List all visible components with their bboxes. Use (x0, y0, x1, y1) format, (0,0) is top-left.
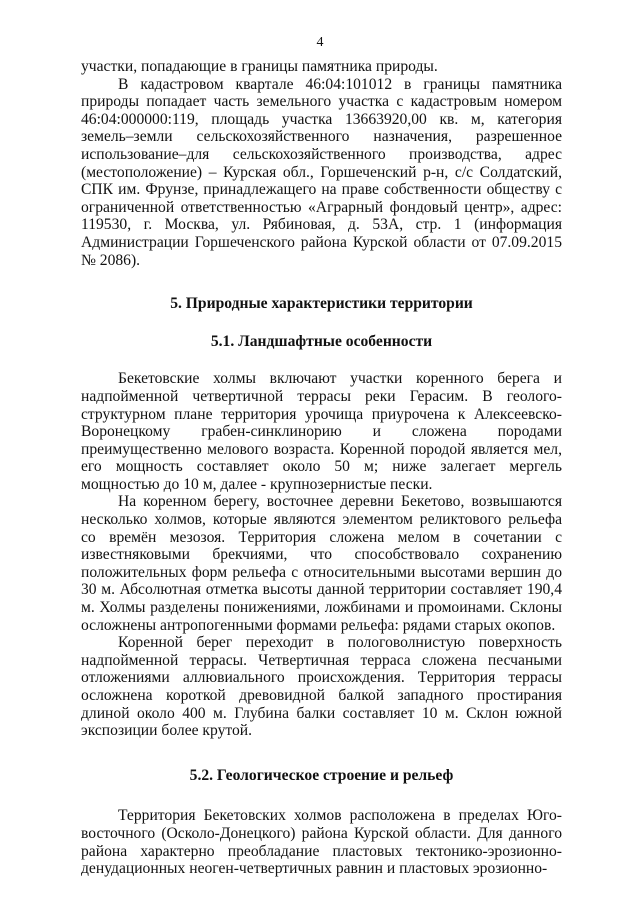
paragraph-landscape-1: Бекетовские холмы включают участки коренного берега и надпойменной четвертичной террасы реки Герасим. В геолого-структурном плане территория урочища приурочена к Алексеевско-Воронецкому грабен-синклинорию и сложена породами преимущественно мелового возраста. Коренной породой является мел, его мощность составляет около 50 м; ниже залегает мергель мощностью до 10 м, далее - крупнозернистые пески. (81, 370, 562, 493)
page-number: 4 (316, 35, 324, 50)
subsection-heading-5-2: 5.2. Геологическое строение и рельеф (189, 766, 454, 784)
paragraph-landscape-3: Коренной берег переходит в пологоволнистую поверхность надпойменной террасы. Четвертичная терраса сложена песчаными отложениями аллювиального происхождения. Территория террасы осложнена короткой древовидной балкой западного простирания длиной около 400 м. Глубина балки составляет 10 м. Склон южной экспозиции более крутой. (81, 634, 562, 740)
paragraph-cadastral: В кадастровом квартале 46:04:101012 в границы памятника природы попадает часть земельного участка с кадастровым номером 46:04:000000:119, площадь участка 13663920,00 кв. м, категория земель–земли сельскохозяйственного назначения, разрешенное использование–для сельскохозяйственного производства, адрес (местоположение) – Курская обл., Горшеченский р-н, с/с Солдатский, СПК им. Фрунзе, принадлежащего на праве собственности обществу с ограниченной ответственностью «Аграрный фондовый центр», адрес: 119530, г. Москва, ул. Рябиновая, д. 53А, стр. 1 (информация Администрации Горшеченского района Курской области от 07.09.2015 № 2086). (81, 75, 562, 269)
paragraph-landscape-2: На коренном берегу, восточнее деревни Бекетово, возвышаются несколько холмов, которые являются элементом реликтового рельефа со времён мезозоя. Территория сложена мелом в сочетании с известняковыми брекчиями, что способствовало сохранению положительных форм рельефа с относительными высотами вершин до 30 м. Абсолютная отметка высоты данной территории составляет 190,4 м. Холмы разделены понижениями, ложбинами и промоинами. Склоны осложнены антропогенными формами рельефа: рядами старых окопов. (81, 493, 562, 634)
paragraph-geology: Территория Бекетовских холмов расположена в пределах Юго-восточного (Осколо-Донецкого) района Курской области. Для данного района характерно преобладание пластовых тектонико-эрозионно-денудационных неоген-четвертичных равнин и пластовых эрозионно- (81, 807, 562, 878)
section-heading-5: 5. Природные характеристики территории (170, 295, 473, 313)
paragraph-continuation: участки, попадающие в границы памятника природы. (81, 58, 438, 75)
document-body (81, 58, 562, 878)
subsection-heading-5-1: 5.1. Ландшафтные особенности (210, 332, 433, 350)
